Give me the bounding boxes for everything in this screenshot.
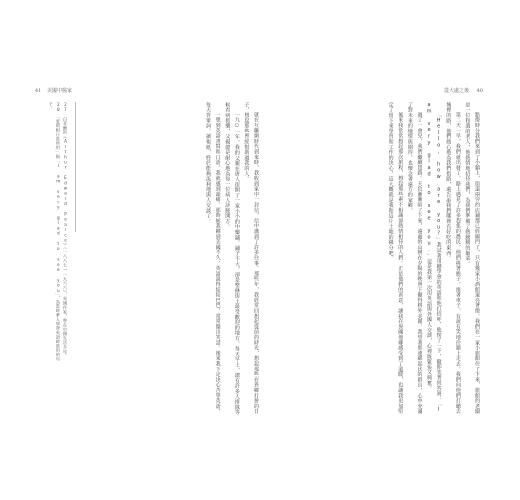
paragraph: 一九○一年，我的父親在唐人街開了一家小小的中藥鋪，鋪子不大，卻是整條街上最受歡迎的地方。每天早上，總有許多人排隊等候看病抓藥，父親總是耐心地為每一位病人診脈開方。 bbox=[224, 102, 240, 416]
left-page-number: 41 bbox=[35, 88, 42, 94]
paragraph: 第二天一早，我們就出發了。路上遇見了許多趕集的農民，他們挑著擔子，推著車子，有說有笑地往鎮上走去。我們向他們打聽去城裡的路，他們熱心地為我們指路，還告訴我們哪裡有好吃的東西。 bbox=[445, 102, 461, 415]
right-page bbox=[258, 88, 483, 418]
paragraph: 過了一會兒，我們繼續趕路。天色漸漸暗了下來，遠處的山巒在夕陽的映照下顯得格外美麗。我望著那連綿起伏的群山，心中充滿了對未來的憧憬與期待，也懷念著遠方的家鄉。 bbox=[406, 102, 423, 415]
right-page-number: 40 bbox=[476, 88, 483, 94]
left-body-text bbox=[130, 102, 260, 416]
footnote: 28 「愛則相日常所用」指「I am very glad to see you」，為當時華人學習英語時常用的句子。 bbox=[48, 102, 61, 362]
footnote: 27 白菲爾的《Arthur Edward Pearce》（一八八七—一九六六），英國作家，曾在中國生活多年。 bbox=[63, 102, 68, 358]
footnotes bbox=[35, 102, 69, 362]
left-running-title: 美國中醫家 bbox=[47, 88, 73, 94]
paragraph: 點燈時分我們來到了小鎮上，街道兩旁的店鋪都已經關門了，只有幾家小酒館還亮著燈。我們在一家小旅館住了下來，旅館的老闆是一位和藹的老人，他熱情地招待我們，為我們準備了熱騰騰的飯菜。 bbox=[464, 102, 480, 415]
paragraph: 一想到英語書寫和口語，我就感到頭痛。那時候我剛到美國不久，英語說得結結巴巴，常常鬧出笑話。後來我下定決心苦學英語，每天背單詞、讀報紙，終於能夠流利地與人交談了。 bbox=[205, 102, 221, 415]
paragraph: 「Hello, how are you?」我試著用剛學會的英語和他打招呼，他愣了一下，隨即笑著回答說：「I am very glad to see you.」這是我第一次用英語與外國人交談，心裡既緊張又興奮。 bbox=[426, 102, 442, 413]
right-running-title: 從大處之後 bbox=[443, 88, 469, 94]
left-page bbox=[35, 88, 260, 418]
paragraph: 後來我常常想起那次旅程，想起那些素不相識卻熱情相待的人們。正是他們的善意，讓我在異國他鄉感受到了溫暖，也讓我更加堅定了留下來學習和工作的決心，這大概就是我和這片土地的緣分吧。 bbox=[387, 102, 404, 415]
right-body-text bbox=[260, 102, 481, 416]
paragraph: 就在互聯網時代到來時，我收到家中一封信，信中講到了許多往事。那些年，我經常回想起從前的時光，想起那些在異鄉打拚的日子，想起那些曾經幫助過我的人。 bbox=[243, 102, 259, 415]
footnote-divider bbox=[75, 102, 76, 232]
